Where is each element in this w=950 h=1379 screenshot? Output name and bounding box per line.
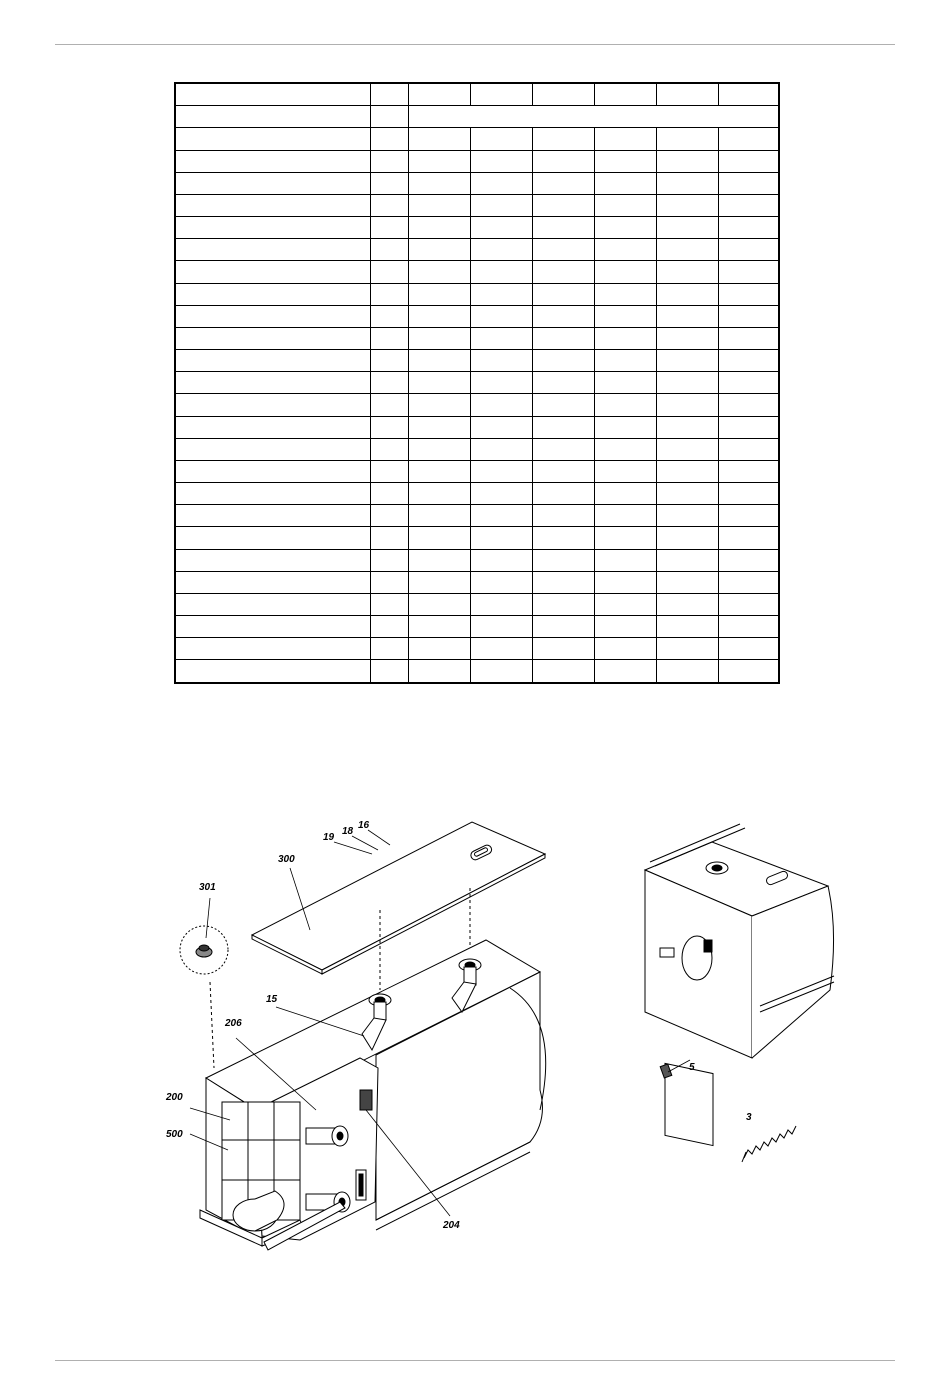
table-cell xyxy=(470,305,532,327)
table-cell xyxy=(594,128,656,150)
table-row xyxy=(175,438,779,460)
table-cell xyxy=(656,483,718,505)
table-cell xyxy=(594,261,656,283)
header-rule xyxy=(55,44,895,45)
table-cell xyxy=(370,350,408,372)
table-cell xyxy=(408,505,470,527)
table-cell xyxy=(370,416,408,438)
table-cell xyxy=(532,350,594,372)
table-cell xyxy=(718,416,779,438)
callout-16: 16 xyxy=(358,820,370,831)
table-row xyxy=(175,394,779,416)
table-cell xyxy=(656,505,718,527)
table-cell xyxy=(470,327,532,349)
table-cell xyxy=(175,593,370,615)
table-cell xyxy=(718,660,779,683)
table-cell xyxy=(656,416,718,438)
table-row xyxy=(175,593,779,615)
table-cell xyxy=(656,283,718,305)
table-cell xyxy=(718,460,779,482)
table-cell xyxy=(718,372,779,394)
table-cell xyxy=(470,438,532,460)
table-cell xyxy=(470,460,532,482)
table-cell xyxy=(532,483,594,505)
spring-part xyxy=(742,1126,796,1162)
table-cell xyxy=(408,593,470,615)
table-cell xyxy=(594,239,656,261)
table-cell xyxy=(175,616,370,638)
table-cell xyxy=(656,327,718,349)
table-cell xyxy=(532,172,594,194)
table-cell xyxy=(532,527,594,549)
table-cell xyxy=(718,283,779,305)
table-row xyxy=(175,239,779,261)
table-cell xyxy=(532,372,594,394)
table-cell xyxy=(408,350,470,372)
table-cell xyxy=(408,438,470,460)
table-cell xyxy=(175,128,370,150)
table-cell xyxy=(175,571,370,593)
table-cell xyxy=(594,438,656,460)
table-row xyxy=(175,217,779,239)
table-row xyxy=(175,549,779,571)
table-cell xyxy=(532,128,594,150)
table-cell xyxy=(656,239,718,261)
table-cell xyxy=(175,83,370,106)
table-cell xyxy=(594,505,656,527)
table-cell xyxy=(370,128,408,150)
table-cell xyxy=(470,394,532,416)
table-cell xyxy=(532,616,594,638)
table-cell xyxy=(718,616,779,638)
table-cell xyxy=(370,172,408,194)
table-cell xyxy=(370,616,408,638)
table-row xyxy=(175,305,779,327)
table-cell xyxy=(594,527,656,549)
table-cell xyxy=(370,460,408,482)
table-cell xyxy=(656,527,718,549)
table-cell xyxy=(718,217,779,239)
table-cell xyxy=(656,305,718,327)
table-cell xyxy=(532,83,594,106)
table-cell xyxy=(408,638,470,660)
table-cell xyxy=(175,660,370,683)
table-cell xyxy=(594,394,656,416)
table-cell xyxy=(532,660,594,683)
table-cell xyxy=(656,394,718,416)
table-cell xyxy=(370,239,408,261)
callout-3: 3 xyxy=(746,1112,752,1123)
table-cell xyxy=(656,128,718,150)
table-cell xyxy=(718,150,779,172)
table-cell xyxy=(370,327,408,349)
table-cell xyxy=(594,327,656,349)
table-cell xyxy=(175,416,370,438)
table-cell xyxy=(718,350,779,372)
table-cell xyxy=(532,438,594,460)
table-cell xyxy=(656,460,718,482)
table-cell xyxy=(594,283,656,305)
table-row xyxy=(175,106,779,128)
table-cell xyxy=(594,638,656,660)
table-cell xyxy=(175,505,370,527)
table-cell xyxy=(656,571,718,593)
callout-206: 206 xyxy=(225,1018,242,1029)
table-cell xyxy=(532,571,594,593)
table-cell xyxy=(175,172,370,194)
table-cell xyxy=(718,83,779,106)
table-cell xyxy=(175,239,370,261)
table-cell xyxy=(718,305,779,327)
table-cell xyxy=(656,660,718,683)
table-cell xyxy=(370,394,408,416)
table-cell xyxy=(594,549,656,571)
table-cell xyxy=(532,638,594,660)
table-cell xyxy=(656,593,718,615)
table-cell xyxy=(656,194,718,216)
table-cell xyxy=(408,460,470,482)
table-cell xyxy=(532,549,594,571)
parts-table xyxy=(174,82,780,684)
table-cell xyxy=(175,305,370,327)
table-row xyxy=(175,261,779,283)
table-cell xyxy=(594,305,656,327)
table-cell xyxy=(370,483,408,505)
table-row xyxy=(175,194,779,216)
table-cell xyxy=(470,172,532,194)
table-cell xyxy=(470,505,532,527)
table-cell xyxy=(594,350,656,372)
table-cell xyxy=(470,350,532,372)
table-row xyxy=(175,350,779,372)
table-cell xyxy=(175,327,370,349)
table-cell xyxy=(370,194,408,216)
table-cell xyxy=(532,593,594,615)
table-cell xyxy=(408,394,470,416)
table-cell xyxy=(470,372,532,394)
table-cell xyxy=(470,571,532,593)
table-cell xyxy=(408,217,470,239)
table-cell xyxy=(408,283,470,305)
table-cell xyxy=(532,416,594,438)
table-cell xyxy=(470,483,532,505)
table-cell xyxy=(594,172,656,194)
table-cell xyxy=(594,217,656,239)
table-cell xyxy=(718,327,779,349)
table-cell xyxy=(470,128,532,150)
table-cell xyxy=(370,571,408,593)
table-cell xyxy=(470,283,532,305)
table-cell xyxy=(532,460,594,482)
table-cell xyxy=(175,460,370,482)
table-row xyxy=(175,327,779,349)
boiler-body xyxy=(200,940,546,1250)
exploded-assembly-drawing xyxy=(0,790,950,1270)
callout-19: 19 xyxy=(323,832,335,843)
table-cell xyxy=(470,549,532,571)
table-row xyxy=(175,416,779,438)
table-row xyxy=(175,128,779,150)
table-cell xyxy=(470,616,532,638)
table-cell xyxy=(470,660,532,683)
table-cell xyxy=(594,150,656,172)
callout-500: 500 xyxy=(166,1129,183,1140)
table-cell xyxy=(470,83,532,106)
table-cell xyxy=(408,172,470,194)
table-cell xyxy=(532,305,594,327)
table-row xyxy=(175,660,779,683)
table-cell xyxy=(370,438,408,460)
table-cell xyxy=(175,261,370,283)
table-row xyxy=(175,505,779,527)
table-cell xyxy=(175,638,370,660)
table-row xyxy=(175,571,779,593)
table-row xyxy=(175,83,779,106)
callout-301: 301 xyxy=(199,882,216,893)
table-cell xyxy=(532,394,594,416)
table-cell xyxy=(370,150,408,172)
table-cell xyxy=(408,106,779,128)
inspection-lid xyxy=(180,926,228,974)
callout-15: 15 xyxy=(266,994,278,1005)
table-cell xyxy=(718,438,779,460)
table-cell xyxy=(470,527,532,549)
table-cell xyxy=(370,261,408,283)
detail-view-front xyxy=(645,824,834,1146)
table-row xyxy=(175,172,779,194)
table-cell xyxy=(532,194,594,216)
table-cell xyxy=(408,527,470,549)
callout-5: 5 xyxy=(689,1062,695,1073)
table-cell xyxy=(656,638,718,660)
table-cell xyxy=(470,638,532,660)
table-cell xyxy=(470,217,532,239)
table-cell xyxy=(175,394,370,416)
table-cell xyxy=(408,305,470,327)
table-cell xyxy=(408,83,470,106)
table-cell xyxy=(470,593,532,615)
table-cell xyxy=(408,616,470,638)
table-cell xyxy=(175,372,370,394)
table-cell xyxy=(470,239,532,261)
table-cell xyxy=(656,350,718,372)
table-cell xyxy=(594,416,656,438)
table-cell xyxy=(594,616,656,638)
table-cell xyxy=(718,571,779,593)
table-cell xyxy=(470,416,532,438)
callout-200: 200 xyxy=(166,1092,183,1103)
table-cell xyxy=(175,106,370,128)
table-cell xyxy=(370,372,408,394)
table-cell xyxy=(175,483,370,505)
table-row xyxy=(175,283,779,305)
table-cell xyxy=(370,305,408,327)
table-cell xyxy=(408,327,470,349)
table-row xyxy=(175,483,779,505)
table-cell xyxy=(408,372,470,394)
footer-rule xyxy=(55,1360,895,1361)
table-cell xyxy=(370,549,408,571)
table-cell xyxy=(718,239,779,261)
table-cell xyxy=(532,283,594,305)
table-cell xyxy=(370,638,408,660)
table-cell xyxy=(594,483,656,505)
table-cell xyxy=(656,217,718,239)
table-cell xyxy=(408,239,470,261)
table-cell xyxy=(594,460,656,482)
table-cell xyxy=(175,150,370,172)
table-cell xyxy=(370,106,408,128)
table-cell xyxy=(408,549,470,571)
table-cell xyxy=(718,638,779,660)
table-cell xyxy=(718,194,779,216)
table-cell xyxy=(532,217,594,239)
callout-18: 18 xyxy=(342,826,354,837)
table-cell xyxy=(532,150,594,172)
table-cell xyxy=(175,283,370,305)
table-cell xyxy=(656,261,718,283)
table-cell xyxy=(408,660,470,683)
table-cell xyxy=(594,660,656,683)
table-cell xyxy=(718,527,779,549)
table-cell xyxy=(594,372,656,394)
table-cell xyxy=(718,128,779,150)
table-cell xyxy=(532,505,594,527)
table-cell xyxy=(408,261,470,283)
table-cell xyxy=(594,593,656,615)
table-cell xyxy=(656,438,718,460)
table-cell xyxy=(408,128,470,150)
table-cell xyxy=(718,593,779,615)
table-cell xyxy=(370,660,408,683)
table-row xyxy=(175,460,779,482)
table-cell xyxy=(718,483,779,505)
table-cell xyxy=(718,261,779,283)
table-cell xyxy=(175,217,370,239)
table-cell xyxy=(656,616,718,638)
table-cell xyxy=(470,150,532,172)
table-cell xyxy=(532,327,594,349)
table-cell xyxy=(408,483,470,505)
table-cell xyxy=(656,549,718,571)
table-cell xyxy=(370,217,408,239)
table-cell xyxy=(370,527,408,549)
table-cell xyxy=(656,372,718,394)
table-cell xyxy=(175,194,370,216)
table-cell xyxy=(470,261,532,283)
table-cell xyxy=(175,549,370,571)
table-cell xyxy=(718,172,779,194)
table-cell xyxy=(408,194,470,216)
table-cell xyxy=(718,394,779,416)
table-cell xyxy=(532,239,594,261)
table-row xyxy=(175,150,779,172)
table-cell xyxy=(408,416,470,438)
table-cell xyxy=(594,194,656,216)
table-cell xyxy=(408,571,470,593)
callout-300: 300 xyxy=(278,854,295,865)
table-cell xyxy=(370,283,408,305)
table-cell xyxy=(594,571,656,593)
table-cell xyxy=(370,505,408,527)
table-cell xyxy=(175,527,370,549)
callout-204: 204 xyxy=(443,1220,460,1231)
table-cell xyxy=(175,350,370,372)
table-cell xyxy=(470,194,532,216)
table-cell xyxy=(370,593,408,615)
table-row xyxy=(175,616,779,638)
table-cell xyxy=(594,83,656,106)
table-cell xyxy=(175,438,370,460)
table-row xyxy=(175,638,779,660)
table-cell xyxy=(718,505,779,527)
table-cell xyxy=(656,172,718,194)
table-cell xyxy=(370,83,408,106)
table-cell xyxy=(656,150,718,172)
table-cell xyxy=(718,549,779,571)
table-row xyxy=(175,527,779,549)
table-row xyxy=(175,372,779,394)
table-cell xyxy=(656,83,718,106)
table-cell xyxy=(408,150,470,172)
table-cell xyxy=(532,261,594,283)
